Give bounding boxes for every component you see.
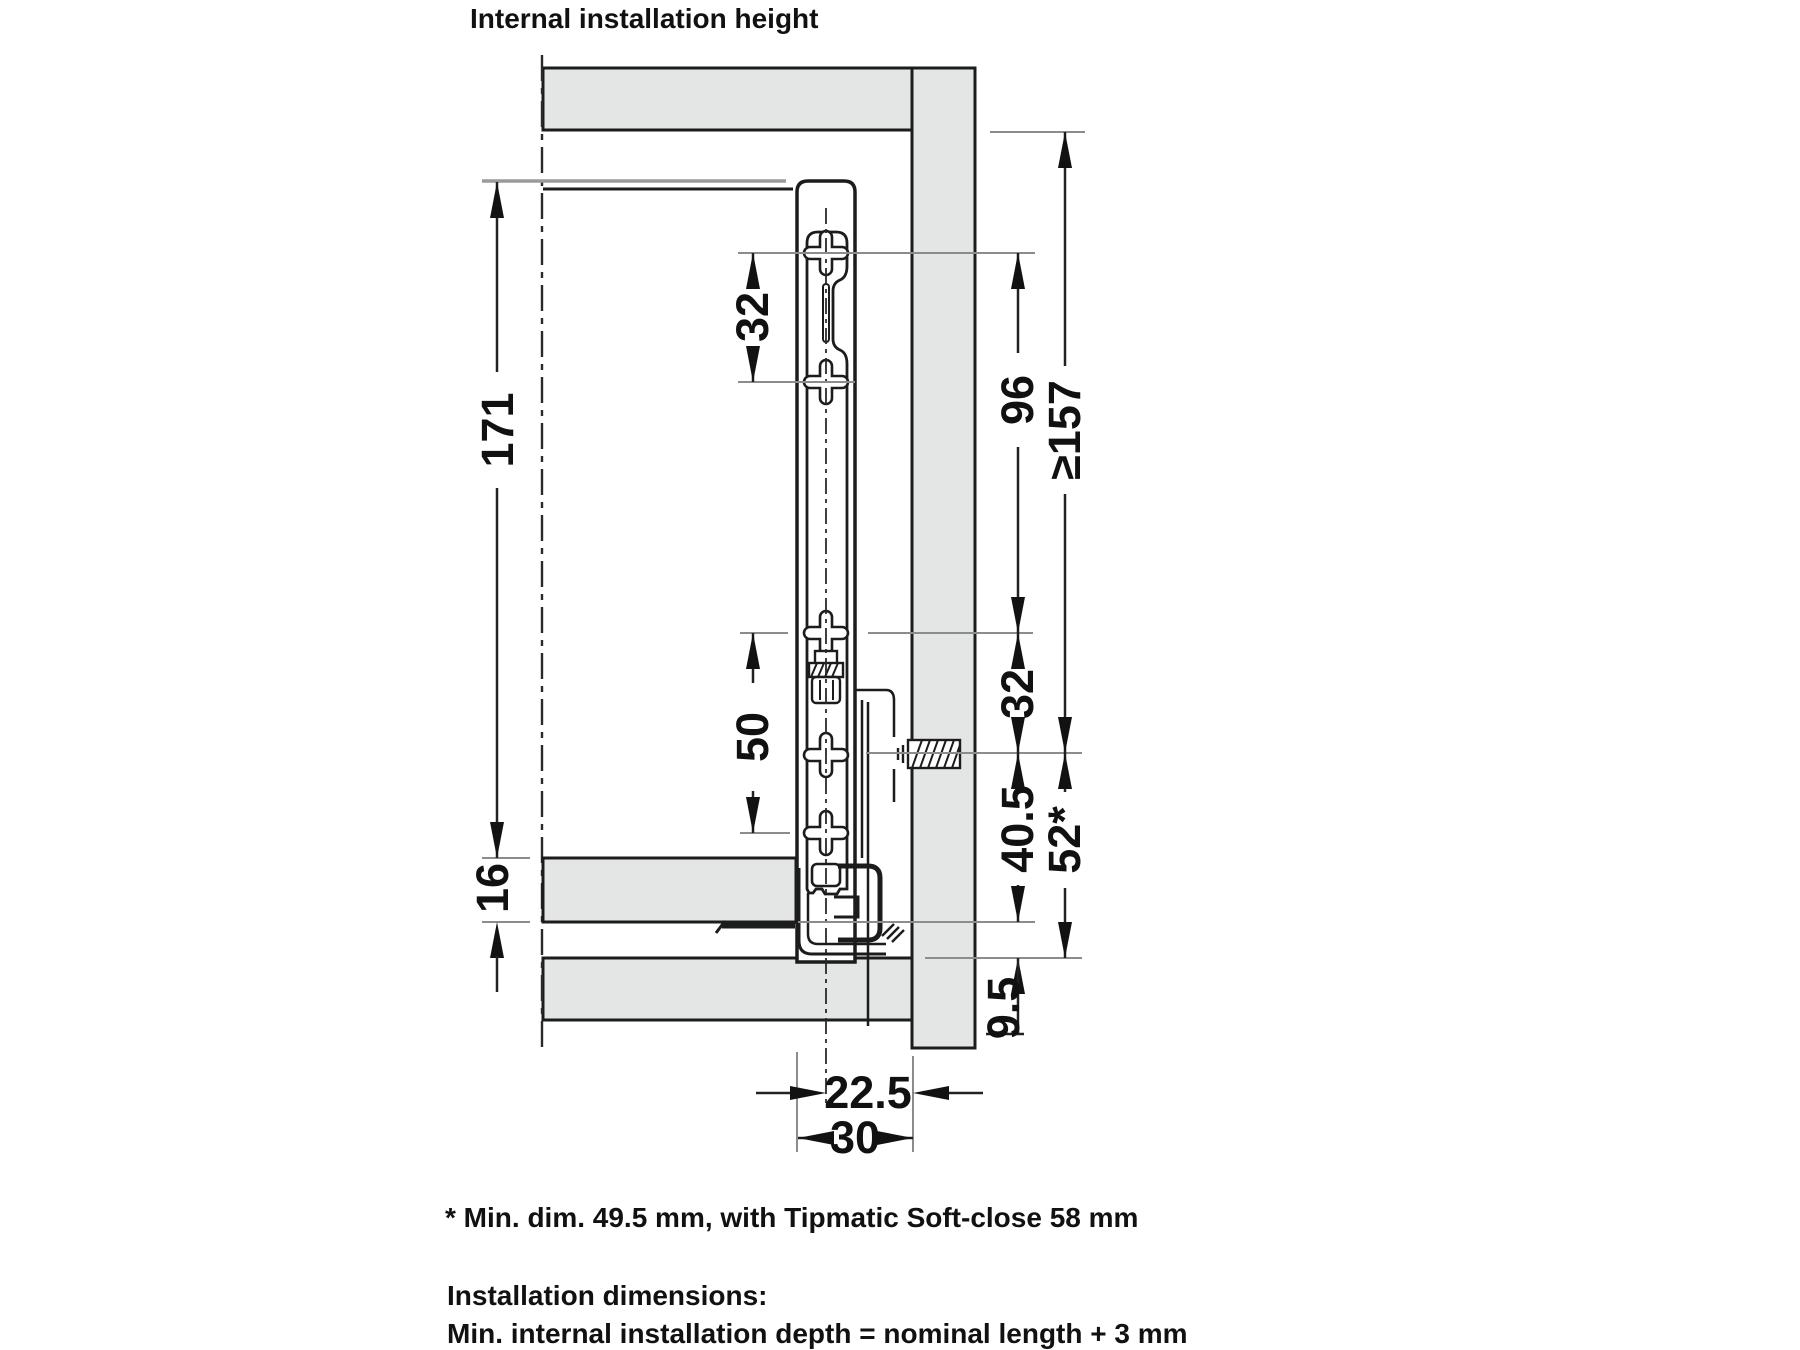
dim-9-5 <box>978 958 1029 1039</box>
dim-32-side <box>992 633 1043 753</box>
dim-40-5 <box>992 753 1043 922</box>
channel-weld-hatch <box>882 924 904 942</box>
cabinet-bottom-panel <box>543 958 912 1020</box>
dim-171-label: 171 <box>472 392 523 468</box>
dim-40-5-label: 40.5 <box>992 785 1043 873</box>
dim-30 <box>798 1112 913 1163</box>
dim-52 <box>1039 753 1090 958</box>
cabinet-top-panel <box>543 68 912 130</box>
footnote-detail: Min. internal installation depth = nominal length + 3 mm <box>447 1318 1188 1349</box>
dim-22-5-label: 22.5 <box>824 1067 912 1118</box>
dim-16-label: 16 <box>467 862 518 914</box>
page-title: Internal installation height <box>470 3 819 34</box>
dim-50-label: 50 <box>727 711 778 763</box>
dim-171 <box>472 182 523 858</box>
dim-52-label: 52* <box>1039 806 1090 874</box>
dim-50 <box>727 633 778 833</box>
dim-32-side-label: 32 <box>992 668 1043 720</box>
dim-96 <box>992 253 1043 633</box>
dim-157-label: ≥157 <box>1039 380 1090 480</box>
dim-32-pitch-label: 32 <box>727 291 778 343</box>
dim-157 <box>1039 132 1090 753</box>
dim-32-pitch <box>727 253 778 382</box>
footnote-heading: Installation dimensions: <box>447 1280 768 1311</box>
footnote-asterisk: * Min. dim. 49.5 mm, with Tipmatic Soft-close 58 mm <box>445 1202 1139 1233</box>
dim-22-5 <box>756 1067 983 1118</box>
cabinet-side-panel <box>912 68 975 1048</box>
dim-96-label: 96 <box>992 374 1043 426</box>
dim-30-label: 30 <box>829 1112 881 1163</box>
dim-9-5-label: 9.5 <box>978 976 1029 1040</box>
dim-16 <box>467 863 518 992</box>
drawer-bottom-panel <box>543 858 796 922</box>
